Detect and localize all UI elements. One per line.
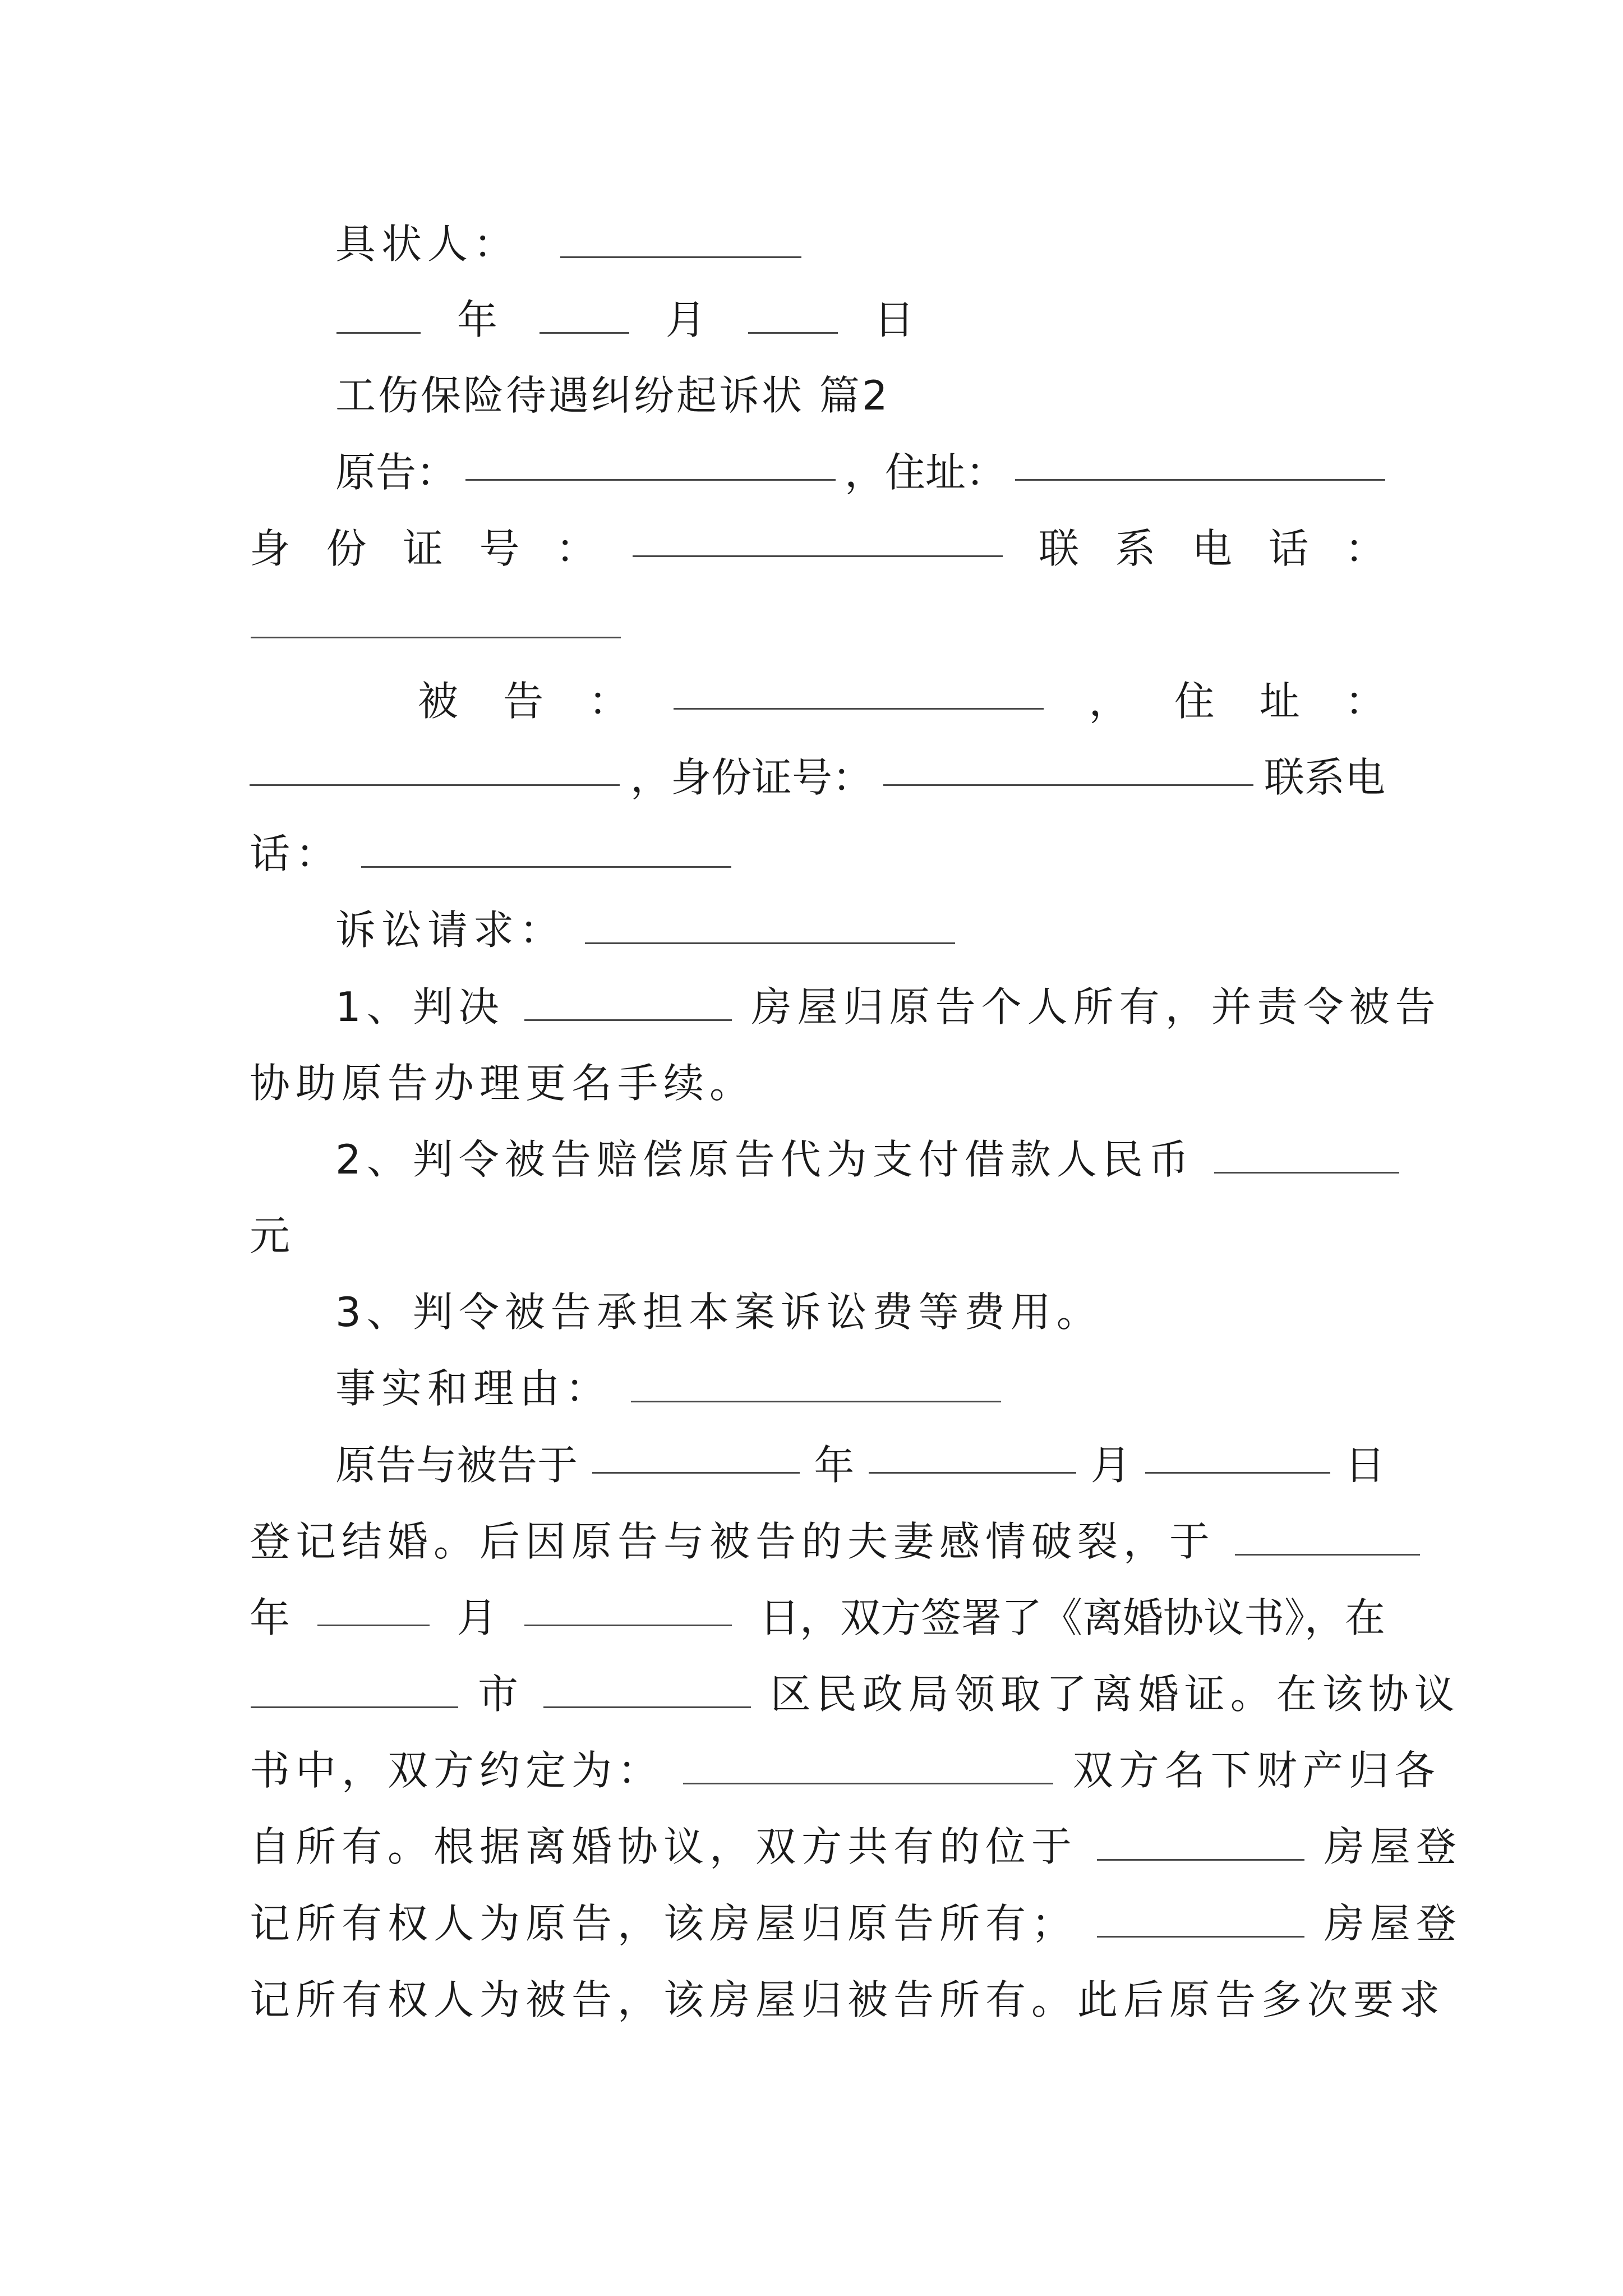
char: 份 [326, 525, 367, 572]
char: 联 [1038, 525, 1079, 572]
facts-line-5 [250, 1742, 1441, 1798]
second-property-blank [1097, 1901, 1304, 1938]
facts-line-6 [250, 1819, 1462, 1875]
plaintiff-phone-blank [251, 602, 621, 638]
facts-line-7 [250, 1895, 1462, 1952]
defendant-address-blank [250, 749, 620, 786]
plaintiff-line [335, 444, 1385, 500]
defendant-line [418, 673, 1385, 729]
char: ： [1344, 678, 1385, 725]
plaintiff-name-blank [465, 444, 836, 481]
facts-text: 自所有。根据离婚协议，双方共有的位于 [250, 1823, 1078, 1870]
char: 话 [1268, 525, 1309, 572]
char: 系 [1115, 525, 1156, 572]
claim-1-blank [524, 984, 732, 1021]
day-label: 日 [874, 296, 920, 343]
city-blank [251, 1672, 458, 1708]
char: ： [588, 678, 629, 725]
marriage-month-blank [869, 1437, 1076, 1474]
char: 住 [1174, 678, 1215, 725]
defendant-id-line [250, 749, 1385, 806]
claim-1-cont-text: 协助原告办理更名手续。 [250, 1060, 756, 1107]
month-label: 月 [457, 1594, 497, 1641]
facts-line-3 [250, 1590, 1385, 1646]
plaintiff-label: 原告： [335, 449, 457, 496]
phone-label: 联系电 [1264, 754, 1385, 801]
char: 告 [503, 678, 544, 725]
facts-text: 双方名下财产归各 [1072, 1747, 1441, 1794]
marriage-day-blank [1145, 1437, 1330, 1474]
char: 被 [418, 678, 459, 725]
facts-text: 区民政局领取了离婚证。在该协议 [770, 1671, 1460, 1718]
char: 证 [403, 525, 444, 572]
facts-text: 记所有权人为被告，该房屋归被告所有。此后原告多次要求 [250, 1976, 1446, 2023]
facts-text: 原告与被告于 [335, 1442, 578, 1489]
facts-heading [335, 1360, 1471, 1416]
year-label: 年 [814, 1442, 855, 1489]
year-label: 年 [250, 1594, 291, 1641]
defendant-phone-blank [361, 831, 731, 868]
marriage-year-blank [592, 1437, 800, 1474]
facts-line-4 [250, 1666, 1460, 1722]
divorce-year-blank [1235, 1519, 1420, 1556]
char: 号 [479, 525, 520, 572]
divorce-day-blank [524, 1590, 732, 1626]
divorce-month-blank [317, 1590, 430, 1626]
facts-label: 事实和理由： [335, 1365, 612, 1412]
facts-line-1 [335, 1437, 1385, 1493]
plaintiff-id-line [250, 521, 1385, 577]
month-blank [540, 297, 629, 334]
defendant-id-blank [883, 749, 1253, 786]
defendant-phone-line [250, 826, 1385, 882]
claim-3-line [335, 1284, 1471, 1340]
char: 身 [250, 525, 291, 572]
plaintiff-phone-line [250, 596, 1385, 652]
property-location-blank [1097, 1824, 1304, 1861]
day-label: 日 [1344, 1442, 1385, 1489]
month-label: 月 [1090, 1442, 1131, 1489]
facts-text: 房屋登 [1324, 1900, 1462, 1947]
facts-text: 登记结婚。后因原告与被告的夫妻感情破裂，于 [250, 1518, 1216, 1565]
claim-2-text: 2、判令被告赔偿原告代为支付借款人民币 [335, 1136, 1195, 1183]
claim-1-line [335, 979, 1441, 1035]
claim-1-text: 房屋归原告个人所有，并责令被告 [751, 983, 1441, 1030]
plaintiff-address-blank [1015, 444, 1385, 481]
facts-line-2 [250, 1513, 1385, 1570]
day-blank [748, 297, 838, 334]
year-blank [336, 297, 421, 334]
city-label: 市 [477, 1671, 524, 1718]
claims-label: 诉讼请求： [335, 907, 566, 954]
facts-text: 记所有权人为原告，该房屋归原告所有； [250, 1900, 1078, 1947]
facts-text: 房屋登 [1324, 1823, 1462, 1870]
month-label: 月 [665, 296, 712, 343]
char: ， [1089, 678, 1129, 725]
phone-label-end: 话： [250, 830, 342, 877]
facts-text: 日，双方签署了《离婚协议书》，在 [759, 1594, 1385, 1641]
address-label: ，住址： [844, 449, 1006, 496]
char: 址 [1259, 678, 1300, 725]
section-title-text: 工伤保险待遇纠纷起诉状 篇2 [335, 372, 890, 419]
claims-blank [585, 908, 955, 944]
facts-blank [631, 1366, 1001, 1402]
char: 电 [1191, 525, 1232, 572]
claim-2-blank [1214, 1137, 1399, 1174]
plaintiff-id-blank [633, 521, 1003, 557]
facts-text: 书中，双方约定为： [250, 1747, 664, 1794]
section-title [335, 367, 1064, 424]
char: ： [1344, 525, 1385, 572]
claim-1-cont [250, 1055, 1385, 1111]
claim-3-text: 3、判令被告承担本案诉讼费等费用。 [335, 1289, 1103, 1336]
signatory-blank [560, 222, 801, 258]
claim-1-prefix: 1、判决 [335, 983, 505, 1030]
claim-2-unit: 元 [250, 1212, 296, 1259]
char: ： [556, 525, 597, 572]
claims-heading [335, 902, 1471, 958]
id-label: ，身份证号： [630, 754, 873, 801]
claim-2-cont [250, 1208, 1385, 1264]
district-blank [543, 1672, 751, 1708]
facts-line-8 [250, 1972, 1446, 2028]
claim-2-line [335, 1131, 1385, 1188]
defendant-name-blank [674, 673, 1044, 710]
signature-line [335, 216, 840, 272]
signatory-label: 具状人： [335, 220, 520, 268]
date-line [335, 292, 952, 348]
year-label: 年 [457, 296, 503, 343]
agreement-blank [683, 1748, 1053, 1784]
